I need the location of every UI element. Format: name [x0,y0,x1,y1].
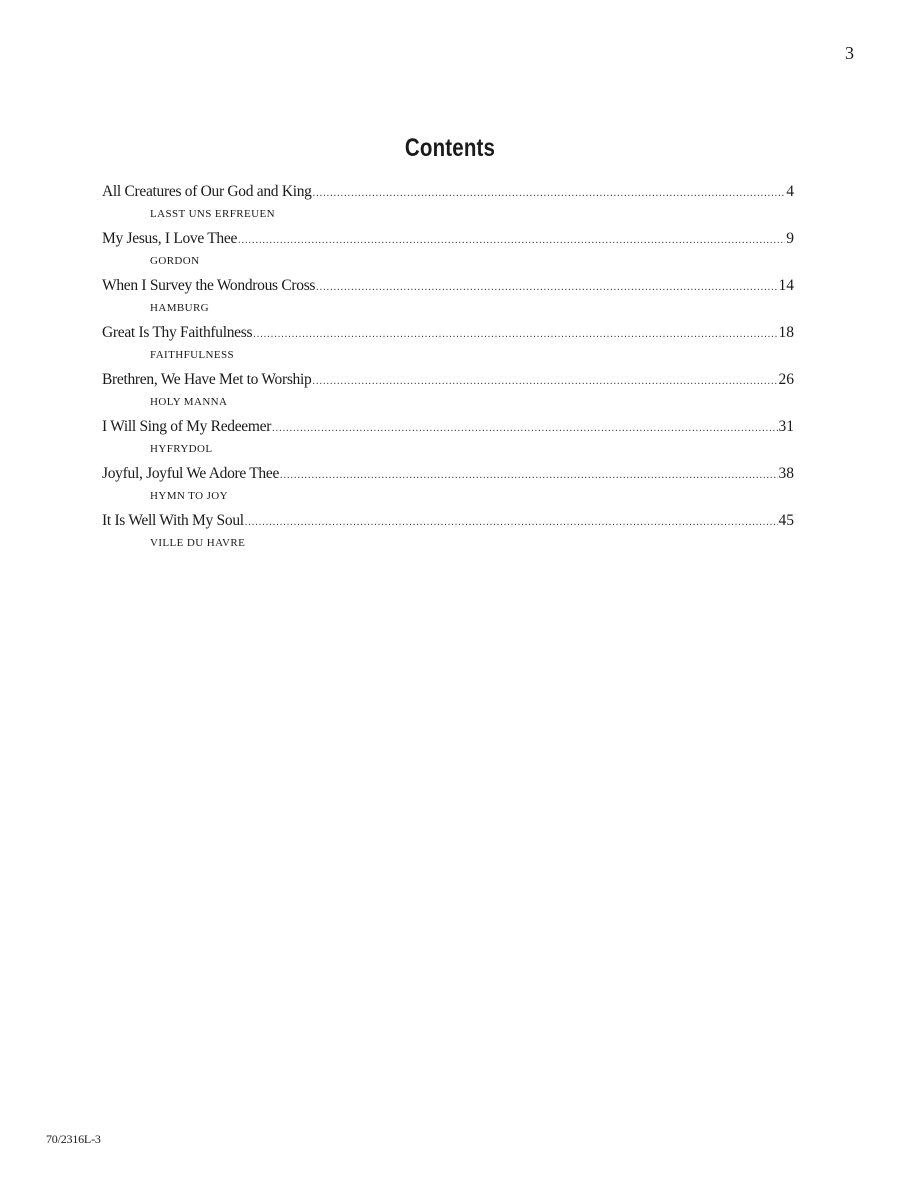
dot-leader [312,371,777,393]
hymn-title: I Will Sing of My Redeemer [102,418,272,435]
page-reference: 18 [778,324,794,341]
toc-entry[interactable] [102,416,794,463]
tune-name: GORDON [150,255,200,267]
toc-entry-line [102,416,794,438]
toc-entry-line [102,322,794,344]
toc-entry-line [102,275,794,297]
tune-name: FAITHFULNESS [150,349,235,361]
hymn-title: My Jesus, I Love Thee [102,230,238,247]
toc-entry-line [102,228,794,250]
toc-entry-line [102,463,794,485]
toc-entry[interactable] [102,228,794,275]
toc-entry[interactable] [102,369,794,416]
page-reference: 45 [778,512,794,529]
toc-entry-line [102,510,794,532]
hymn-title: All Creatures of Our God and King [102,183,312,200]
tune-name: LASST UNS ERFREUEN [150,208,275,220]
dot-leader [253,324,777,346]
dot-leader [280,465,777,487]
page-number: 3 [845,43,854,63]
page-reference: 31 [778,418,794,435]
tune-name: HOLY MANNA [150,396,228,408]
hymn-title: Brethren, We Have Met to Worship [102,371,312,388]
tune-name: HAMBURG [150,302,210,314]
dot-leader [313,183,786,205]
toc-entry[interactable] [102,275,794,322]
toc-entry[interactable] [102,510,794,557]
dot-leader [316,277,777,299]
hymn-title: Great Is Thy Faithfulness [102,324,253,341]
toc-entry-line [102,369,794,391]
toc-entry[interactable] [102,181,794,228]
dot-leader [238,230,785,252]
tune-name: HYFRYDOL [150,443,213,455]
dot-leader [245,512,778,534]
hymn-title: Joyful, Joyful We Adore Thee [102,465,280,482]
catalog-code: 70/2316L-3 [46,1132,101,1146]
toc-entry[interactable] [102,322,794,369]
hymn-title: It Is Well With My Soul [102,512,244,529]
toc-entry-line [102,181,794,203]
table-of-contents [102,181,794,557]
hymn-title: When I Survey the Wondrous Cross [102,277,316,294]
page-reference: 4 [786,183,794,200]
tune-name: HYMN TO JOY [150,490,228,502]
dot-leader [272,418,777,440]
page-reference: 14 [778,277,794,294]
tune-name: VILLE DU HAVRE [150,537,246,549]
page-reference: 26 [778,371,794,388]
toc-entry[interactable] [102,463,794,510]
page-reference: 9 [786,230,794,247]
page-title: Contents [404,134,496,162]
page-reference: 38 [778,465,794,482]
